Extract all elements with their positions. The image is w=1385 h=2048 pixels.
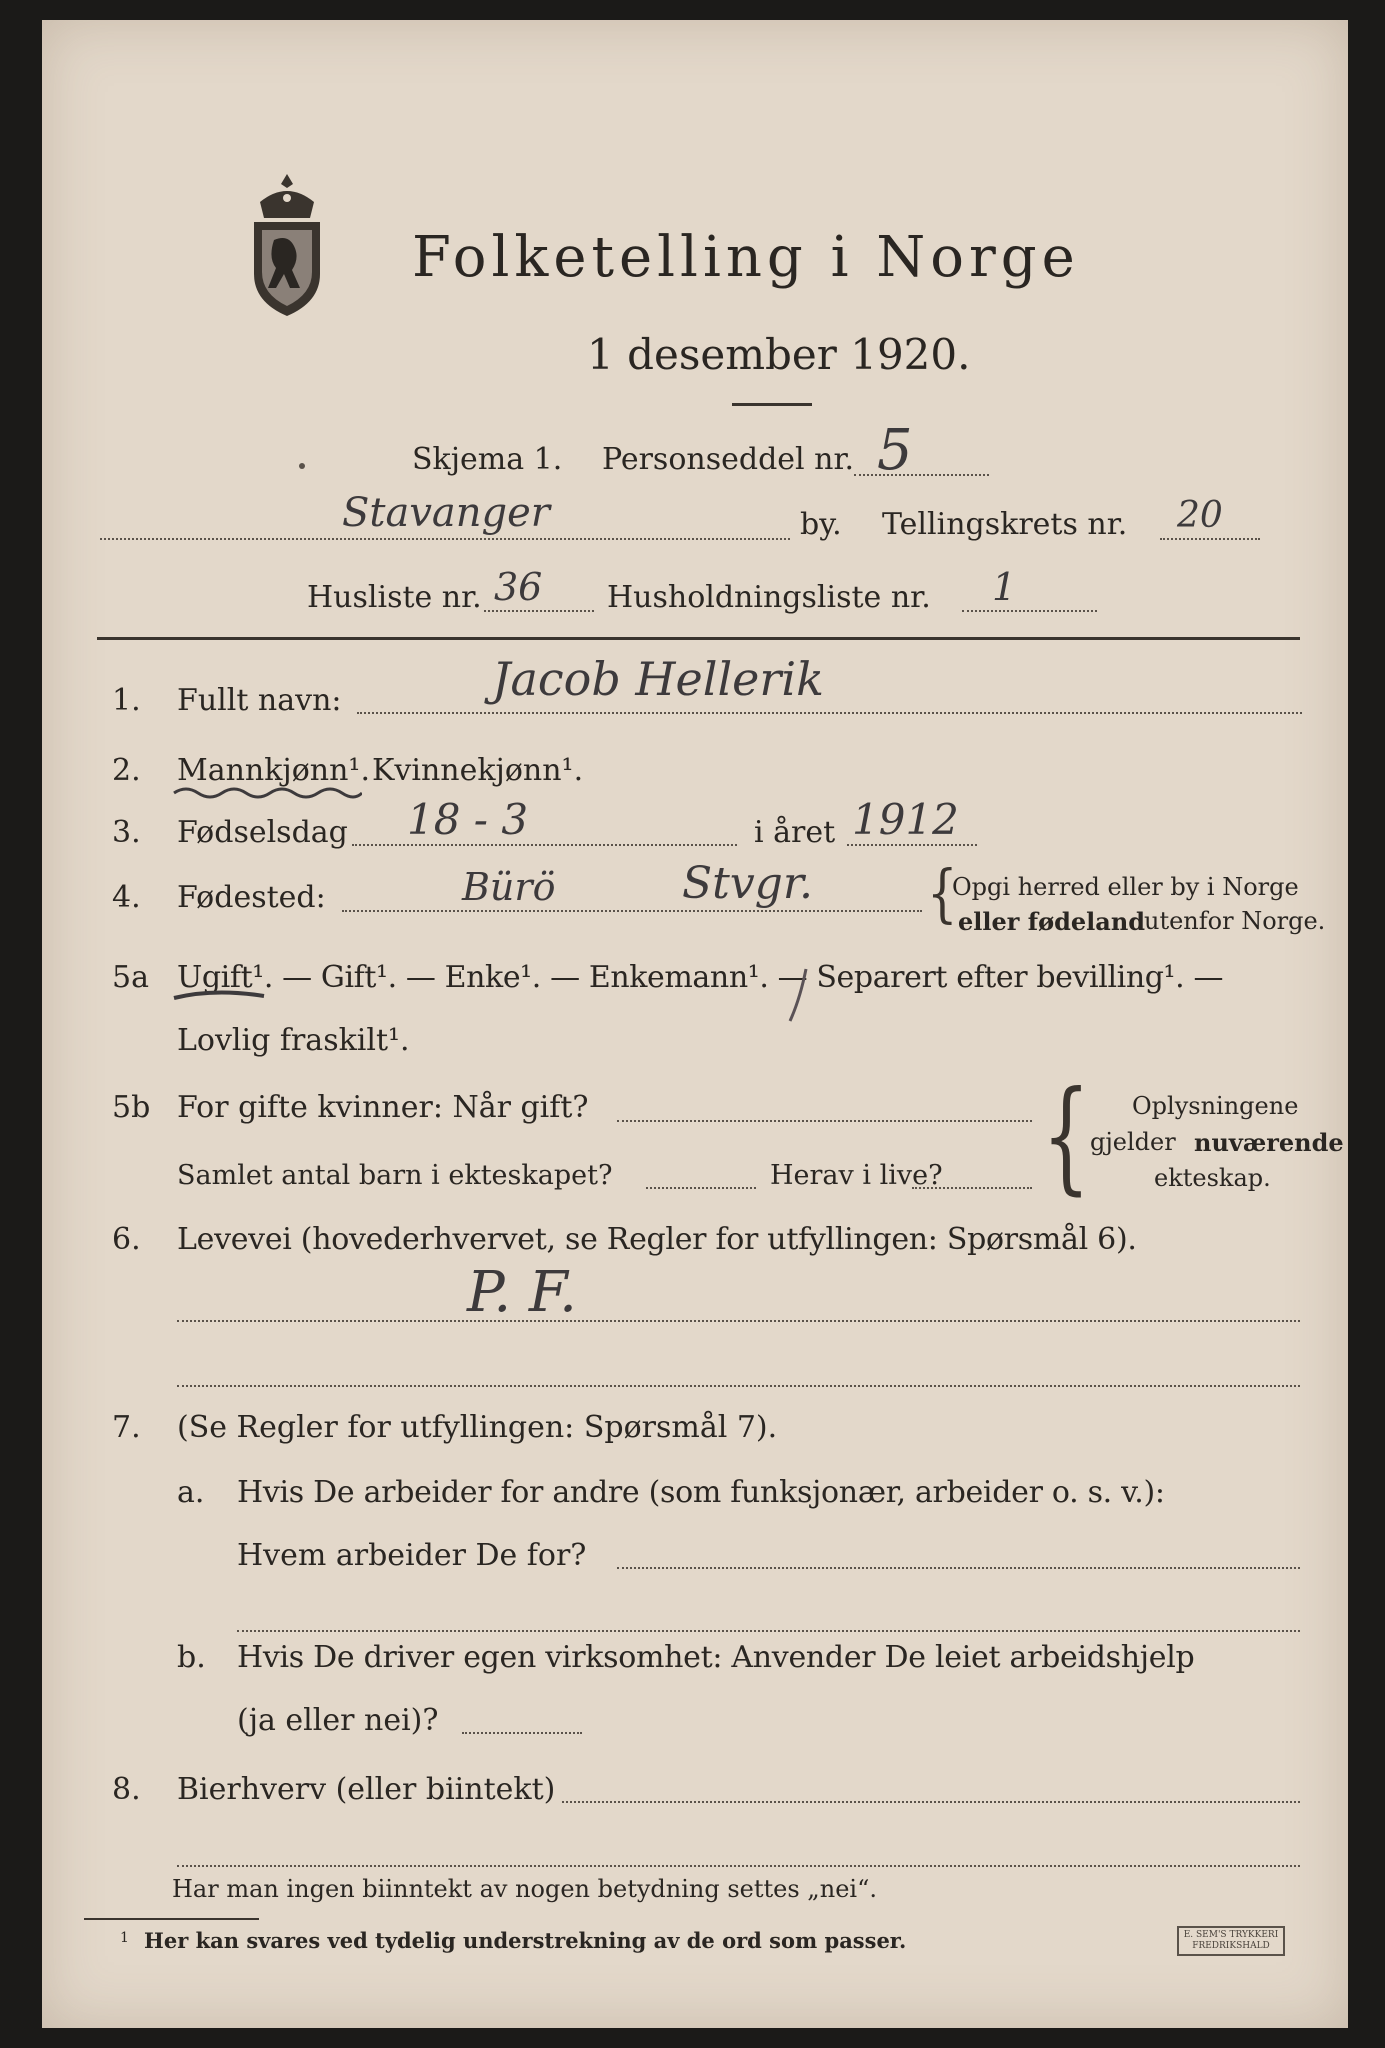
skjema-label: Skjema 1. <box>412 442 563 477</box>
q4-birthplace-value1: Bürö <box>462 865 556 909</box>
q4-note-line1: Opgi herred eller by i Norge <box>952 873 1299 901</box>
q7a-letter: a. <box>177 1475 205 1510</box>
q5a-options-line1: Ugift¹. — Gift¹. — Enke¹. — Enkemann¹. — Separert efter bevilling¹. — <box>177 960 1224 995</box>
husholdning-line <box>962 610 1097 612</box>
q6-line2 <box>177 1385 1300 1387</box>
husholdning-value: 1 <box>992 565 1017 609</box>
tellingskrets-line <box>1160 538 1260 540</box>
q6-number: 6. <box>112 1222 141 1257</box>
ink-dot <box>299 463 305 469</box>
personseddel-value: 5 <box>877 418 913 483</box>
q8-line1 <box>562 1801 1300 1803</box>
husliste-line <box>484 610 594 612</box>
q3-year-label: i året <box>754 815 836 850</box>
q3-birthday-line <box>352 844 737 846</box>
q5b-alive-line <box>912 1187 1032 1189</box>
q5a-options-line2: Lovlig fraskilt¹. <box>177 1023 410 1058</box>
q2-male-underline-mark <box>172 785 362 801</box>
form-date: 1 desember 1920. <box>587 330 971 379</box>
ink-stroke-mark <box>782 965 812 1025</box>
city-line <box>100 538 790 540</box>
husliste-label: Husliste nr. <box>307 580 482 615</box>
footnote-rule <box>84 1918 259 1920</box>
q5b-note-line2a: gjelder <box>1090 1128 1176 1156</box>
q2-number: 2. <box>112 753 141 788</box>
q5b-note-line1: Oplysningene <box>1132 1092 1299 1120</box>
q7a-question: Hvem arbeider De for? <box>237 1538 587 1573</box>
q7b-line <box>462 1732 582 1734</box>
printer-stamp-line1: E. SEM'S TRYKKERI <box>1183 1930 1279 1940</box>
q3-number: 3. <box>112 815 141 850</box>
form-title: Folketelling i Norge <box>412 225 1080 290</box>
footer-note: Har man ingen biinntekt av nogen betydning settes „nei“. <box>172 1875 877 1903</box>
q5b-label-alive: Herav i live? <box>770 1160 943 1191</box>
city-value: Stavanger <box>342 490 550 536</box>
q4-note-line2b: utenfor Norge. <box>1144 907 1326 935</box>
q3-birthday-value: 18 - 3 <box>407 795 529 844</box>
q1-number: 1. <box>112 683 141 718</box>
q7a-text: Hvis De arbeider for andre (som funksjonær, arbeider o. s. v.): <box>237 1475 1165 1510</box>
tellingskrets-label: Tellingskrets nr. <box>882 507 1128 542</box>
title-divider <box>732 403 812 406</box>
personseddel-label: Personseddel nr. <box>602 442 855 477</box>
q4-line <box>342 910 922 912</box>
q6-line1 <box>177 1320 1300 1322</box>
header-separator <box>97 637 1300 640</box>
q3-year-line <box>847 844 977 846</box>
q7-number: 7. <box>112 1410 141 1445</box>
q2-female-option: Kvinnekjønn¹. <box>372 753 584 788</box>
q7b-question: (ja eller nei)? <box>237 1703 439 1738</box>
norway-coat-of-arms-icon <box>242 170 332 320</box>
q5b-label-married: For gifte kvinner: Når gift? <box>177 1090 589 1125</box>
q4-label: Fødested: <box>177 880 326 915</box>
printer-stamp-line2: FREDRIKSHALD <box>1192 1941 1270 1951</box>
printer-stamp <box>1177 1926 1285 1956</box>
q5a-ugift-underline-mark <box>170 988 270 1002</box>
q5b-married-line <box>617 1120 1032 1122</box>
q1-line <box>357 712 1302 714</box>
husholdning-label: Husholdningsliste nr. <box>607 580 931 615</box>
q7-label: (Se Regler for utfyllingen: Spørsmål 7). <box>177 1410 778 1445</box>
q7b-text: Hvis De driver egen virksomhet: Anvender De leiet arbeidshjelp <box>237 1640 1195 1675</box>
q5b-label-children: Samlet antal barn i ekteskapet? <box>177 1160 613 1191</box>
census-form-page <box>42 20 1348 2028</box>
q5b-brace: { <box>1042 1063 1091 1207</box>
q5a-number: 5a <box>112 960 149 995</box>
husliste-value: 36 <box>494 565 543 609</box>
q5b-number: 5b <box>112 1090 151 1125</box>
q1-name-value: Jacob Hellerik <box>492 652 824 706</box>
q8-number: 8. <box>112 1772 141 1807</box>
q7a-line2 <box>237 1630 1300 1632</box>
q6-occupation-value: P. F. <box>467 1260 577 1325</box>
footnote-text: Her kan svares ved tydelig understrekning av de ord som passer. <box>144 1928 907 1953</box>
personseddel-line <box>854 474 989 476</box>
q4-brace: { <box>927 857 958 931</box>
q5b-children-line <box>646 1187 756 1189</box>
q7a-line1 <box>617 1567 1300 1569</box>
q1-label: Fullt navn: <box>177 683 342 718</box>
q8-label: Bierhverv (eller biintekt) <box>177 1772 556 1807</box>
q5b-note-line3: ekteskap. <box>1154 1164 1271 1192</box>
q3-year-value: 1912 <box>852 795 959 844</box>
q7b-letter: b. <box>177 1640 206 1675</box>
q3-label: Fødselsdag <box>177 815 348 850</box>
q6-label: Levevei (hovederhvervet, se Regler for utfyllingen: Spørsmål 6). <box>177 1222 1137 1257</box>
q8-line2 <box>177 1865 1300 1867</box>
q2-male-option: Mannkjønn¹. <box>177 753 370 788</box>
tellingskrets-value: 20 <box>1177 495 1223 536</box>
q5b-note-line2b: nuværende <box>1194 1128 1344 1157</box>
by-label: by. <box>800 507 842 542</box>
footnote-mark: 1 <box>120 1930 129 1946</box>
q4-number: 4. <box>112 880 141 915</box>
q4-birthplace-value2: Stvgr. <box>682 858 814 909</box>
q4-note-line2a: eller fødeland <box>958 907 1146 936</box>
